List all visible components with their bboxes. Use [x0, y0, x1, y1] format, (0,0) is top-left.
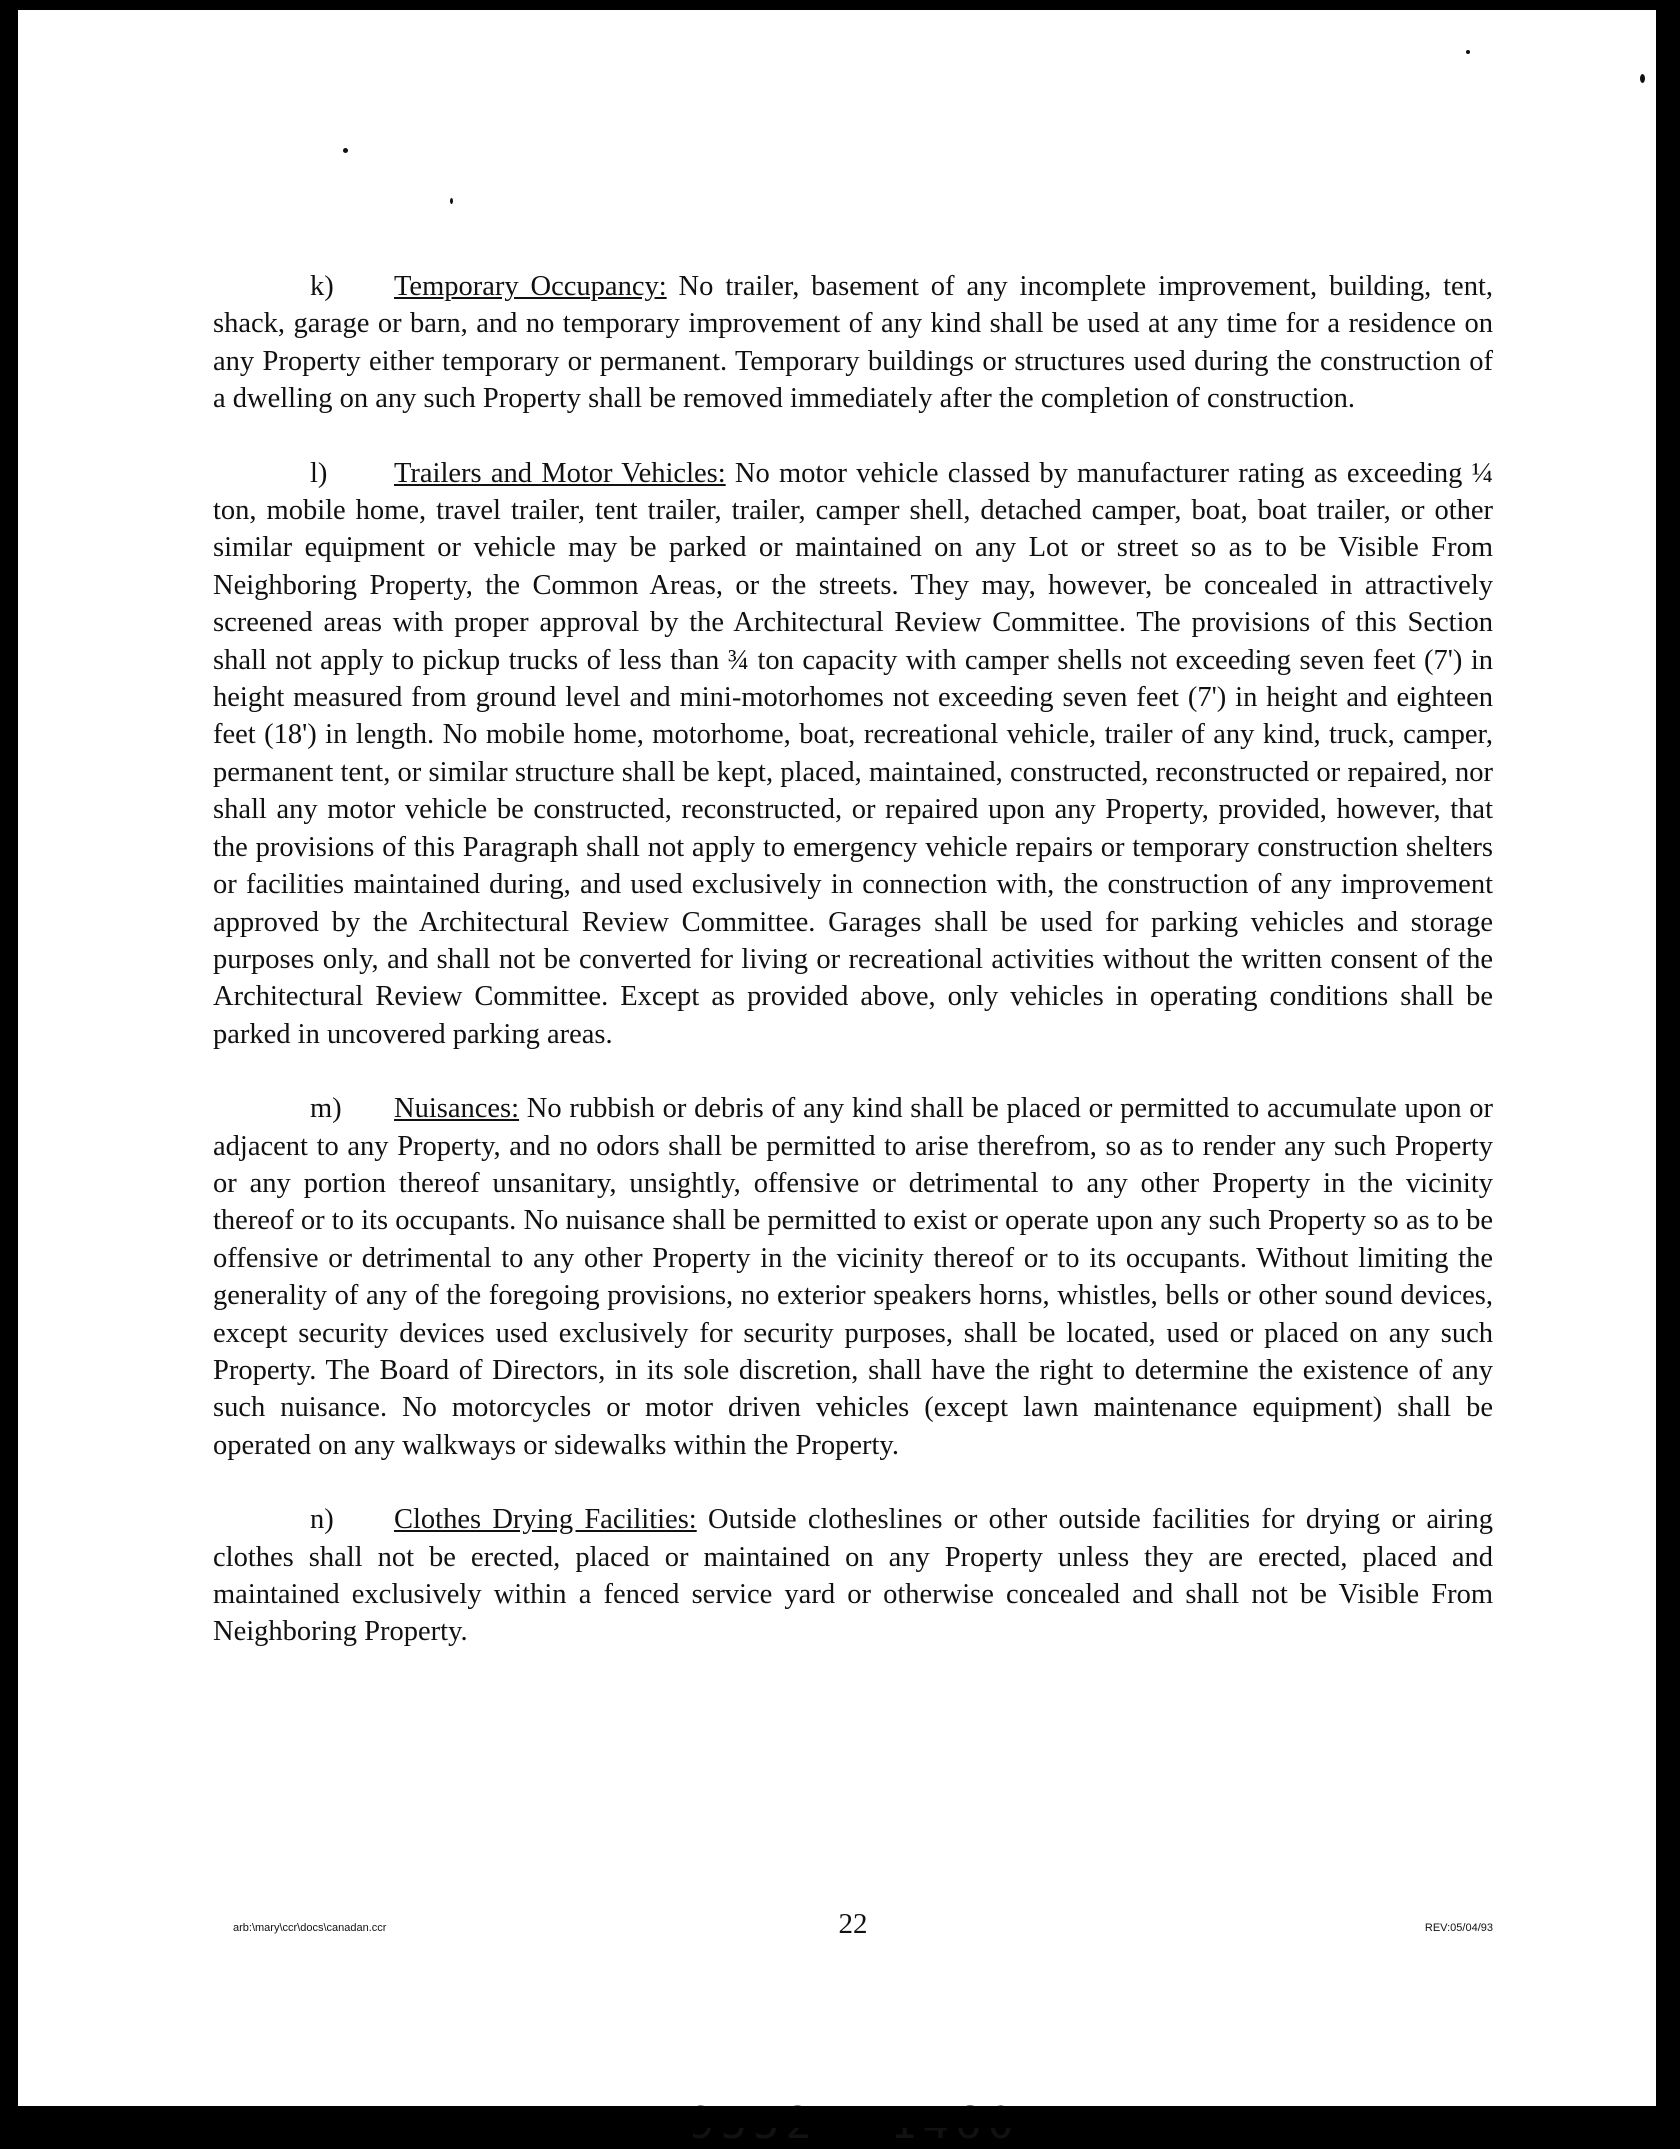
document-body — [213, 268, 1493, 1688]
file-path: arb:\mary\ccr\docs\canadan.ccr — [233, 1922, 387, 1934]
paragraph-text: No rubbish or debris of any kind shall be placed or permitted to accumulate upon or adjacent to any Property, and no odors shall be permitted to arise therefrom, so as to render any such Property or any portion thereof unsanitary, unsightly, offensive or detrimental to any other Property in the vicinity thereof or to its occupants. No nuisance shall be permitted to exist or operate upon any such Property so as to be offensive or detrimental to any other Property in the vicinity thereof or to its occupants. Without limiting the generality of any of the foregoing provisions, no exterior speakers horns, whistles, bells or other sound devices, except security devices used exclusively for security purposes, shall be located, used or placed on any such Property. The Board of Directors, in its sole discretion, shall have the right to determine the existence of any such nuisance. No motorcycles or motor driven vehicles (except lawn maintenance equipment) shall be operated on any walkways or sidewalks within the Property. — [213, 1093, 1493, 1461]
paragraph-marker: k) — [310, 271, 334, 302]
paragraph-text: No trailer, basement of any incomplete improvement, building, tent, shack, garage or barn, and no temporary improvement of any kind shall be used at any time for a residence on any Property either temporary or permanent. Temporary buildings or structures used during the construction of a dwelling on any such Property shall be removed immediately after the completion of construction. — [213, 271, 1493, 415]
revision-date: REV:05/04/93 — [1424, 1922, 1493, 1934]
scan-border — [0, 2106, 1680, 2128]
paragraph-text: No motor vehicle classed by manufacturer rating as exceeding ¼ ton, mobile home, travel trailer, tent trailer, trailer, camper shell, detached camper, boat, boat trailer, or other similar equipment or vehicle may be parked or maintained on any Lot or street so as to be Visible From Neighboring Property, the Common Areas, or the streets. They may, however, be concealed in attractively screened areas with proper approval by the Architectural Review Committee. The provisions of this Section shall not apply to pickup trucks of less than ¾ ton capacity with camper shells not exceeding seven feet (7') in height measured from ground level and mini-motorhomes not exceeding seven feet (7') in height and eighteen feet (18') in length. No mobile home, motorhome, boat, recreational vehicle, trailer of any kind, truck, camper, permanent tent, or similar structure shall be kept, placed, maintained, constructed, reconstructed or repaired, nor shall any motor vehicle be constructed, reconstructed, or repaired upon any Property, provided, however, that the provisions of this Paragraph shall not apply to emergency vehicle repairs or temporary construction shelters or facilities maintained during, and used exclusively in connection with, the construction of any improvement approved by the Architectural Review Committee. Garages shall be used for parking vehicles and storage purposes only, and shall not be converted for living or recreational activities without the written consent of the Architectural Review Committee. Except as provided above, only vehicles in operating conditions shall be parked in uncovered parking areas. — [213, 457, 1494, 1050]
paragraph-m — [213, 1090, 1493, 1464]
document-page — [18, 10, 1656, 2106]
scan-speck — [1640, 74, 1645, 83]
paragraph-marker: m) — [310, 1093, 342, 1125]
paragraph-n — [213, 1501, 1493, 1651]
paragraph-heading: Nuisances: — [394, 1093, 520, 1125]
scan-speck — [343, 148, 348, 153]
paragraph-marker: n) — [310, 1504, 334, 1536]
page-number: 22 — [838, 1908, 868, 1940]
paragraph-l — [213, 455, 1493, 1054]
paragraph-text: Outside clotheslines or other outside facilities for drying or airing clothes shall not be erected, placed or maintained on any Property unless they are erected, placed and maintained exclusively within a fenced service yard or otherwise concealed and shall not be Visible From Neighboring Property. — [213, 1504, 1493, 1648]
paragraph-k — [213, 268, 1493, 418]
paragraph-heading: Temporary Occupancy: — [394, 271, 667, 302]
paragraph-marker: l) — [310, 457, 328, 489]
paragraph-heading: Clothes Drying Facilities: — [394, 1504, 697, 1536]
paragraph-heading: Trailers and Motor Vehicles: — [394, 457, 726, 489]
scan-speck — [450, 198, 453, 204]
page-footer — [213, 1908, 1493, 1948]
scan-speck — [1466, 50, 1470, 54]
